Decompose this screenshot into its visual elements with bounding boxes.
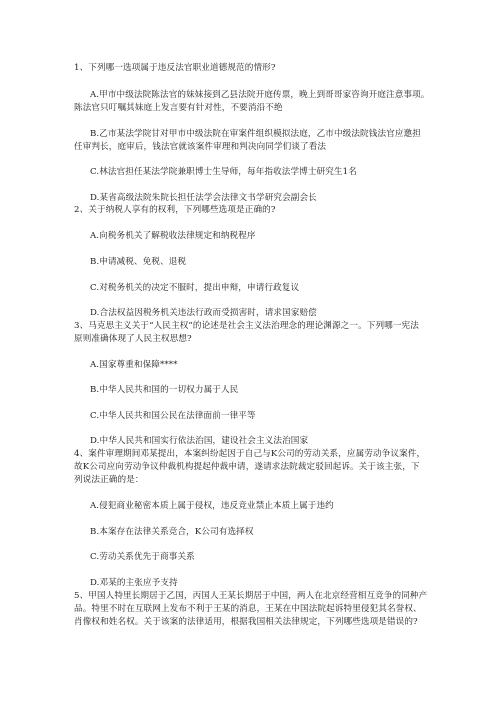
question-4-option-c: C.劳动关系优先于商事关系 xyxy=(90,552,195,562)
question-3-option-b: B.中华人民共和国的一切权力属于人民 xyxy=(90,385,239,395)
question-5-stem-cont-1: 品。特里不时在互联网上发布不利于王某的消息，王某在中国法院起诉特里侵犯其名誉权、 xyxy=(74,604,422,614)
question-1-option-d: D.某省高级法院朱院长担任法学会法律文书学研究会副会长 xyxy=(90,193,317,203)
question-3-option-d: D.中华人民共和国实行依法治国，建设社会主义法治国家 xyxy=(90,436,309,446)
question-1-option-a: A.甲市中级法院陈法官的妹妹接到乙县法院开庭传票，晚上到哥哥家咨询开庭注意事项。 xyxy=(90,90,430,100)
question-4-option-a: A.侵犯商业秘密本质上属于侵权，违反竞业禁止本质上属于违约 xyxy=(90,501,334,511)
question-2-option-a: A.向税务机关了解税收法律规定和纳税程序 xyxy=(90,231,256,241)
question-5-stem-cont-2: 肖像权和姓名权。关于该案的法律适用，根据我国相关法律规定，下列哪些选项是错误的? xyxy=(74,617,418,627)
question-4-option-d: D.邓某的主张应予支持 xyxy=(90,578,178,588)
question-1-option-b: B.乙市某法学院甘对甲市中级法院在审案件组织模拟法庭，乙市中级法院钱法官应邀担 xyxy=(90,129,421,139)
question-2-option-c: C.对税务机关的决定不服时，提出申辩，申请行政复议 xyxy=(90,283,300,293)
question-1-option-c: C.林法官担任某法学院兼职博士生导师，每年指收法学博士研究生1名 xyxy=(90,167,357,177)
question-1-stem: 1、下列哪一选项属于违反法官职业道德规范的情形? xyxy=(74,63,276,73)
question-4-option-b: B.本案存在法律关系竞合，K公司有选择权 xyxy=(90,527,254,537)
question-3-option-c: C.中华人民共和国公民在法律面前一律平等 xyxy=(90,411,256,421)
question-3-option-a: A.国家尊重和保障**** xyxy=(90,360,178,370)
question-1-option-b-cont: 任审判长，庭审后，钱法官就该案件审理和判决向同学们谈了看法 xyxy=(74,142,327,152)
question-2-option-b: B.申请减税、免税、退税 xyxy=(90,257,187,267)
question-4-stem: 4、案件审理期间邓某提出，本案纠纷起因于自己与K公司的劳动关系，应属劳动争议案件， xyxy=(74,449,426,459)
question-3-stem-cont: 原则准确体现了人民主权思想? xyxy=(74,334,192,344)
question-3-stem: 3、马克思主义关于“人民主权”的论述是社会主义法治理念的理论渊源之一。下列哪一宪法 xyxy=(74,321,419,331)
question-5-stem: 5、甲国人特里长期居于乙国，丙国人王某长期居于中国，两人在北京经营相互竞争的同种产 xyxy=(74,591,428,601)
question-1-option-a-cont: 陈法官只叮嘱其妹庭上发言要有针对性，不要消沿不绝 xyxy=(74,103,283,113)
question-4-stem-cont-2: 列说法正确的是： xyxy=(74,475,144,485)
question-4-stem-cont-1: 故K公司应向劳动争议仲裁机构提起仲裁申请，遂请求法院裁定驳回起诉。关于该主张，下 xyxy=(74,462,420,472)
question-2-option-d: D.合法权益因税务机关违法行政而受损害时，请求国家赔偿 xyxy=(90,308,317,318)
question-2-stem: 2、关于纳税人享有的权利，下列哪些选项是正确的? xyxy=(74,205,276,215)
